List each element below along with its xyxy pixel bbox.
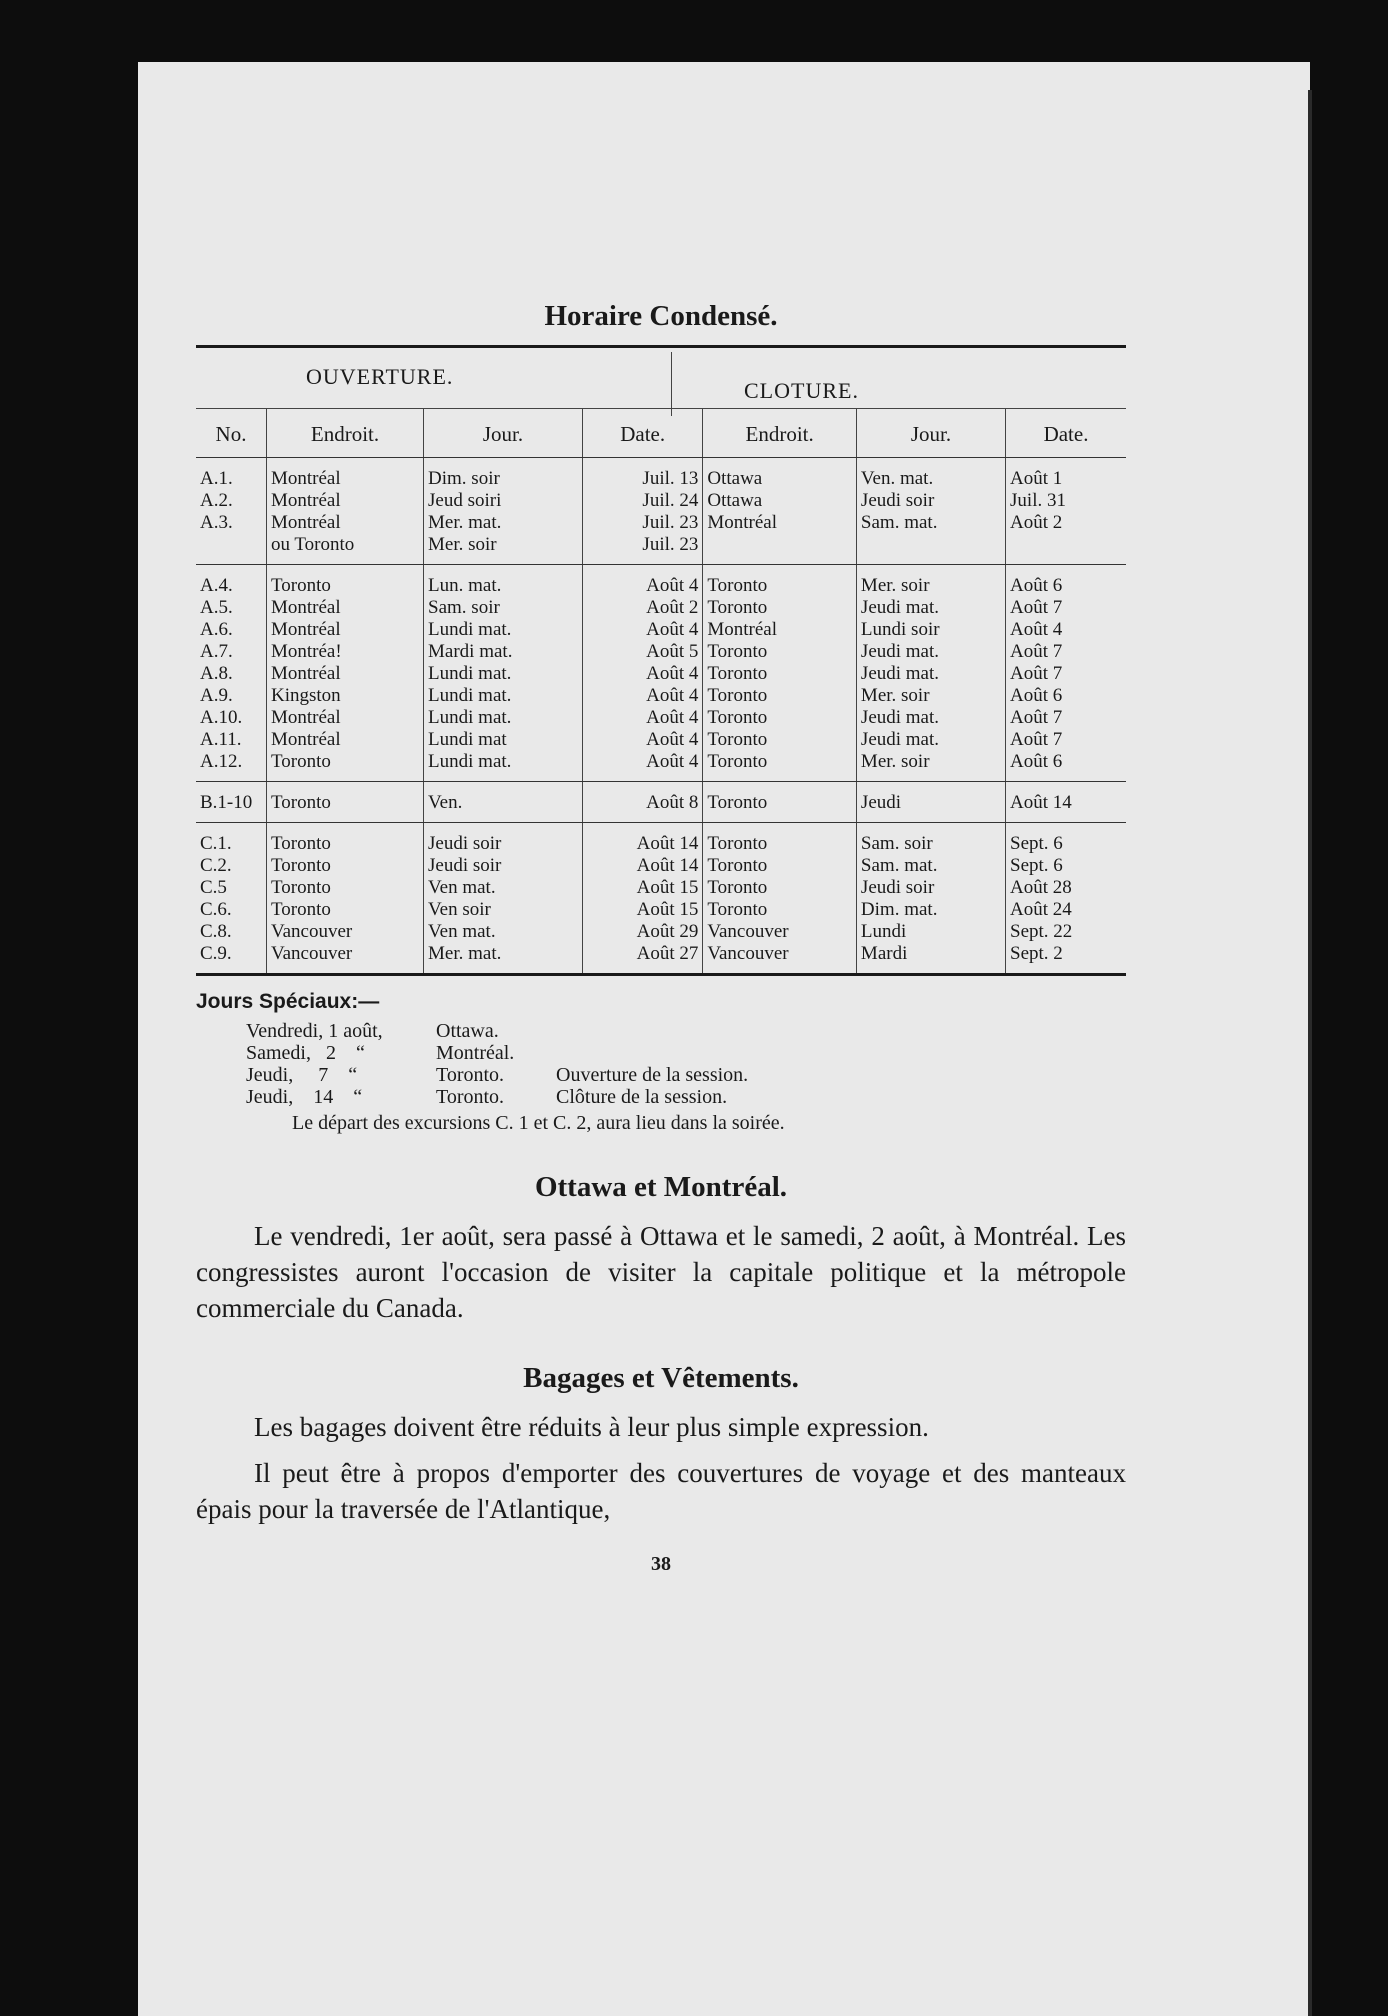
cell-line: Jeudi soir (428, 855, 502, 876)
cell-line: Juil. 31 (1010, 490, 1066, 511)
cell-line: Toronto (707, 899, 768, 920)
cell-line: Août 7 (1010, 641, 1063, 662)
cell-line: Ven soir (428, 899, 491, 920)
cell-date1 (583, 458, 703, 565)
cell-line: Toronto (707, 575, 768, 596)
cell-line: Août 4 (646, 707, 699, 728)
cell-line: Sept. 6 (1010, 855, 1063, 876)
cell-line: Août 5 (646, 641, 699, 662)
cell-line: Ven mat. (428, 921, 496, 942)
cell-line: Toronto (707, 597, 768, 618)
cell-line: C.5 (200, 877, 227, 898)
facing-page-edge (1308, 90, 1312, 2016)
cell-endroit1 (267, 565, 424, 782)
cell-line: Toronto (271, 877, 331, 898)
cell-no (196, 458, 267, 565)
cell-line: Mer. soir (860, 575, 930, 596)
cell-line: Dim. soir (428, 468, 500, 489)
cell-line: Août 27 (636, 943, 699, 964)
cell-line: Montréal (271, 729, 341, 750)
cell-line: Ottawa (707, 490, 763, 511)
special-day-b: Toronto. (436, 1064, 505, 1086)
cell-line: Jeud soiri (428, 490, 502, 511)
special-day-a: Vendredi, 1 août, (246, 1020, 383, 1042)
cell-line: Jeudi mat. (860, 641, 940, 662)
special-days-heading: Jours Spéciaux:— (196, 990, 380, 1013)
cell-line: Août 14 (1010, 792, 1072, 813)
cell-line: Août 7 (1010, 663, 1063, 684)
cell-line: Toronto (271, 833, 331, 854)
cell-line: Vancouver (271, 921, 353, 942)
ottawa-paragraph: Le vendredi, 1er août, sera passé à Ottawa et le samedi, 2 août, à Montréal. Les congressistes auront l'occasion de visiter la capitale politique et la métropole commerciale du Canada. (196, 1221, 1126, 1323)
cell-line: A.12. (200, 751, 243, 772)
special-day-c: Clôture de la session. (556, 1086, 728, 1108)
cell-line: Toronto (707, 792, 768, 813)
cell-line: Toronto (707, 855, 768, 876)
cloture-heading: CLOTURE. (744, 378, 859, 403)
special-day-a: Samedi, 2 “ (246, 1042, 365, 1064)
cell-line: Sam. soir (428, 597, 500, 618)
cell-line: Mer. soir (860, 751, 930, 772)
cell-line: Toronto (271, 899, 331, 920)
section-divider (671, 352, 672, 416)
cell-line: Mer. soir (860, 685, 930, 706)
cell-line: Mardi (860, 943, 908, 964)
cell-date1 (583, 823, 703, 975)
cell-jour2 (856, 782, 1005, 823)
table-header-row (196, 409, 1126, 458)
cell-line: Lundi mat. (428, 619, 512, 640)
cell-line: Lun. mat. (428, 575, 502, 596)
cell-line: Kingston (271, 685, 341, 706)
cell-line: Toronto (707, 751, 768, 772)
bagages-paragraph-1: Les bagages doivent être réduits à leur plus simple expression. (254, 1412, 929, 1442)
cell-line: A.9. (200, 685, 233, 706)
col-header-jour-cloture: Jour. (856, 409, 1005, 458)
cell-line: Jeudi mat. (860, 663, 940, 684)
bagages-paragraph-2: Il peut être à propos d'emporter des couvertures de voyage et des manteaux épais pour la traversée de l'Atlantique, (196, 1458, 1126, 1524)
cell-line: Toronto (707, 729, 768, 750)
cell-line: A.8. (200, 663, 233, 684)
cell-line: ou Toronto (271, 534, 355, 555)
cell-line: Ven. (428, 792, 463, 813)
cell-line: Lundi soir (860, 619, 940, 640)
cell-endroit1 (267, 823, 424, 975)
cell-jour1 (424, 458, 583, 565)
cell-line: Toronto (271, 792, 331, 813)
bagages-heading: Bagages et Vêtements. (523, 1362, 799, 1394)
cell-line: A.5. (200, 597, 233, 618)
cell-line: C.9. (200, 943, 232, 964)
cell-line: Jeudi mat. (860, 729, 940, 750)
cell-line: Vancouver (707, 921, 789, 942)
cell-line: Août 7 (1010, 707, 1063, 728)
cell-line: Toronto (707, 877, 768, 898)
cell-date2 (1006, 782, 1126, 823)
col-header-endroit-cloture: Endroit. (703, 409, 857, 458)
cell-line: Montréal (271, 707, 341, 728)
special-day-a: Jeudi, 7 “ (246, 1064, 358, 1086)
cell-line: Montréa! (271, 641, 342, 662)
cell-date1 (583, 782, 703, 823)
cell-line: Août 6 (1010, 685, 1063, 706)
cell-line: Jeudi soir (860, 490, 935, 511)
cell-line: Lundi mat. (428, 707, 512, 728)
special-day-b: Montréal. (436, 1042, 515, 1064)
col-header-date-ouverture: Date. (583, 409, 703, 458)
table-row (196, 458, 1126, 565)
cell-line: Août 24 (1010, 899, 1072, 920)
cell-line: Août 4 (1010, 619, 1063, 640)
table-row (196, 823, 1126, 975)
cell-line: C.6. (200, 899, 232, 920)
cell-line: Sept. 2 (1010, 943, 1063, 964)
special-day-row (246, 1064, 1126, 1086)
special-days-list (246, 1020, 1126, 1108)
cell-endroit2 (703, 565, 857, 782)
cell-line: Montréal (271, 512, 341, 533)
section-headings (196, 348, 1126, 408)
cell-line: Mer. soir (428, 534, 497, 555)
cell-line: Mer. mat. (428, 943, 502, 964)
cell-line: Août 6 (1010, 575, 1063, 596)
cell-line: Jeudi mat. (860, 597, 940, 618)
cell-line: Août 28 (1010, 877, 1072, 898)
cell-line: A.1. (200, 468, 233, 489)
schedule-table (196, 408, 1126, 976)
cell-line: Juil. 24 (642, 490, 699, 511)
cell-line: C.8. (200, 921, 232, 942)
cell-line: A.4. (200, 575, 233, 596)
col-header-endroit-ouverture: Endroit. (267, 409, 424, 458)
cell-endroit2 (703, 458, 857, 565)
cell-line: Août 4 (646, 663, 699, 684)
cell-line: Juil. 23 (642, 512, 699, 533)
cell-line: Montréal (271, 490, 341, 511)
cell-jour2 (856, 458, 1005, 565)
special-day-b: Ottawa. (436, 1020, 499, 1042)
cell-line: Montréal (271, 468, 341, 489)
cell-line: Août 1 (1010, 468, 1063, 489)
special-day-c (556, 1042, 956, 1064)
cell-line: Vancouver (271, 943, 353, 964)
cell-line: Ven. mat. (860, 468, 934, 489)
special-day-a: Jeudi, 14 “ (246, 1086, 363, 1108)
cell-line: Sept. 6 (1010, 833, 1063, 854)
cell-line: Toronto (707, 833, 768, 854)
cell-line: Août 4 (646, 751, 699, 772)
cell-line: Août 7 (1010, 597, 1063, 618)
cell-line: Sam. mat. (860, 855, 938, 876)
cell-line: Toronto (707, 663, 768, 684)
cell-line: Toronto (271, 751, 331, 772)
cell-line: Toronto (707, 707, 768, 728)
cell-line: Lundi mat. (428, 751, 512, 772)
special-days-note: Le départ des excursions C. 1 et C. 2, aura lieu dans la soirée. (292, 1112, 785, 1134)
cell-date2 (1006, 565, 1126, 782)
cell-line: Juil. 13 (642, 468, 699, 489)
cell-line: A.10. (200, 707, 243, 728)
cell-line: Août 14 (636, 833, 699, 854)
cell-line: Août 29 (636, 921, 699, 942)
cell-jour2 (856, 565, 1005, 782)
cell-line: B.1-10 (200, 792, 253, 813)
table-row (196, 565, 1126, 782)
cell-line: Toronto (707, 685, 768, 706)
cell-endroit2 (703, 823, 857, 975)
cell-line: Août 15 (636, 899, 699, 920)
schedule-body (196, 458, 1126, 975)
cell-no (196, 565, 267, 782)
cell-line: Août 4 (646, 575, 699, 596)
cell-line: Ottawa (707, 468, 763, 489)
cell-jour2 (856, 823, 1005, 975)
ottawa-heading: Ottawa et Montréal. (534, 1171, 788, 1203)
cell-line: Août 15 (636, 877, 699, 898)
cell-jour1 (424, 823, 583, 975)
cell-endroit1 (267, 782, 424, 823)
cell-line: A.7. (200, 641, 233, 662)
cell-line: Jeudi (860, 792, 902, 813)
cell-line: Toronto (707, 641, 768, 662)
cell-line: C.2. (200, 855, 232, 876)
cell-line: Montréal (707, 619, 778, 640)
cell-line: Sept. 22 (1010, 921, 1073, 942)
cell-line: Jeudi mat. (860, 707, 940, 728)
cell-line: Jeudi soir (428, 833, 502, 854)
cell-line: Mardi mat. (428, 641, 513, 662)
cell-line: A.3. (200, 512, 233, 533)
cell-line: Août 7 (1010, 729, 1063, 750)
cell-line: Dim. mat. (860, 899, 938, 920)
cell-line: Sam. soir (860, 833, 933, 854)
cell-line: Août 6 (1010, 751, 1063, 772)
special-day-row (246, 1020, 1126, 1042)
cell-line: Montréal (707, 512, 778, 533)
ouverture-heading: OUVERTURE. (306, 364, 454, 389)
cell-line: Août 4 (646, 729, 699, 750)
cell-line: Lundi mat (428, 729, 507, 750)
cell-endroit1 (267, 458, 424, 565)
cell-date2 (1006, 458, 1126, 565)
col-header-date-cloture: Date. (1006, 409, 1126, 458)
cell-line: Lundi (860, 921, 907, 942)
cell-line: Lundi mat. (428, 663, 512, 684)
cell-date2 (1006, 823, 1126, 975)
cell-no (196, 782, 267, 823)
table-row (196, 782, 1126, 823)
cell-no (196, 823, 267, 975)
cell-line: Août 14 (636, 855, 699, 876)
cell-line: Lundi mat. (428, 685, 512, 706)
page-content (196, 300, 1126, 1576)
col-header-no: No. (196, 409, 267, 458)
cell-line: Montréal (271, 597, 341, 618)
cell-line: Sam. mat. (860, 512, 938, 533)
cell-line: Ven mat. (428, 877, 496, 898)
cell-line: Juil. 23 (642, 534, 699, 555)
page-title: Horaire Condensé. (544, 300, 778, 332)
cell-endroit2 (703, 782, 857, 823)
cell-date1 (583, 565, 703, 782)
cell-line: Montréal (271, 663, 341, 684)
cell-line: C.1. (200, 833, 232, 854)
special-day-c: Ouverture de la session. (556, 1064, 749, 1086)
page-number: 38 (651, 1553, 671, 1575)
cell-line: Août 2 (646, 597, 699, 618)
cell-line: Toronto (271, 855, 331, 876)
cell-line: Jeudi soir (860, 877, 935, 898)
cell-jour1 (424, 565, 583, 782)
cell-line: Août 2 (1010, 512, 1063, 533)
cell-line: Vancouver (707, 943, 789, 964)
cell-line: Août 8 (646, 792, 699, 813)
special-day-c (556, 1020, 956, 1042)
special-day-b: Toronto. (436, 1086, 505, 1108)
special-day-row (246, 1042, 1126, 1064)
cell-jour1 (424, 782, 583, 823)
special-day-row (246, 1086, 1126, 1108)
cell-line: A.11. (200, 729, 242, 750)
cell-line: A.2. (200, 490, 233, 511)
cell-line: Toronto (271, 575, 331, 596)
cell-line: Août 4 (646, 685, 699, 706)
cell-line: Montréal (271, 619, 341, 640)
col-header-jour-ouverture: Jour. (424, 409, 583, 458)
cell-line: A.6. (200, 619, 233, 640)
cell-line: Août 4 (646, 619, 699, 640)
cell-line: Mer. mat. (428, 512, 502, 533)
